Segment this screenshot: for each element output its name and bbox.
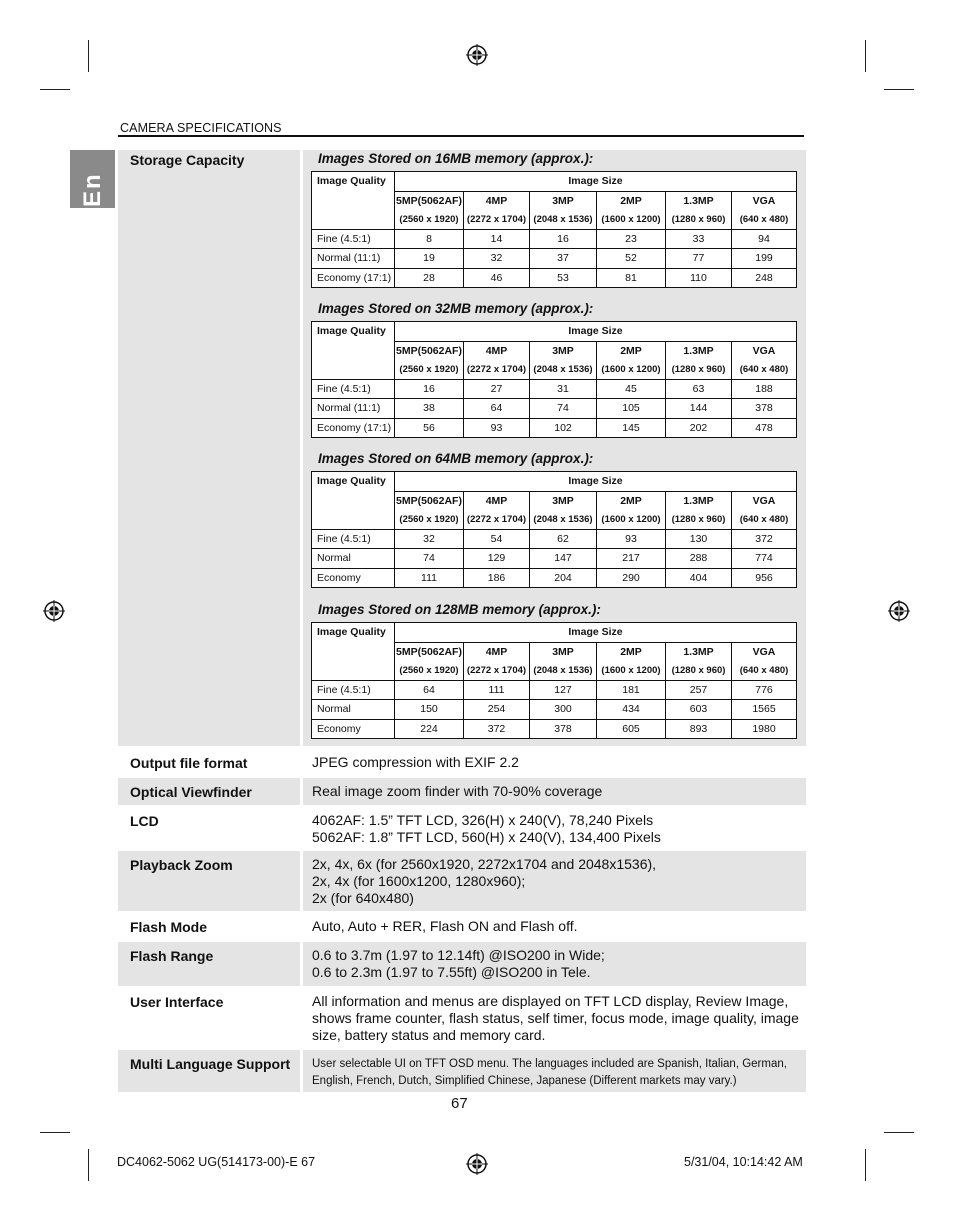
size-mp-header: 1.3MP — [666, 191, 732, 210]
size-resolution-header: (1600 x 1200) — [597, 360, 666, 379]
count-cell: 94 — [732, 229, 797, 249]
quality-cell: Normal (11:1) — [312, 249, 395, 269]
count-cell: 199 — [732, 249, 797, 269]
footer-left: DC4062-5062 UG(514173-00)-E 67 — [117, 1155, 316, 1169]
size-mp-header: 2MP — [597, 491, 666, 510]
count-cell: 127 — [530, 680, 597, 700]
header-image-size: Image Size — [395, 172, 797, 192]
size-resolution-header: (640 x 480) — [732, 360, 797, 379]
count-cell: 64 — [395, 680, 464, 700]
spec-label-cell — [118, 942, 300, 986]
size-resolution-header: (640 x 480) — [732, 510, 797, 529]
count-cell: 130 — [666, 529, 732, 549]
size-mp-header: 5MP(5062AF) — [395, 642, 464, 661]
spec-value-cell — [303, 942, 806, 986]
count-cell: 254 — [464, 700, 530, 720]
count-cell: 145 — [597, 418, 666, 438]
size-resolution-header: (1280 x 960) — [666, 210, 732, 229]
spec-value-cell — [303, 1050, 806, 1092]
count-cell: 14 — [464, 229, 530, 249]
header-image-quality: Image Quality — [312, 172, 395, 230]
table-row — [312, 680, 797, 700]
spec-value: All information and menus are displayed on TFT LCD display, Review Image, shows frame counter, flash status, self timer, focus mode, image quality, image size, battery status and memory card. — [312, 993, 799, 1043]
table-row — [312, 379, 797, 399]
count-cell: 16 — [395, 379, 464, 399]
spec-label: LCD — [130, 813, 159, 829]
language-tab — [70, 150, 115, 208]
crop-mark — [88, 40, 89, 72]
size-mp-header: 4MP — [464, 191, 530, 210]
count-cell: 774 — [732, 549, 797, 569]
size-mp-header: VGA — [732, 491, 797, 510]
count-cell: 150 — [395, 700, 464, 720]
spec-value: Real image zoom finder with 70-90% coverage — [312, 783, 603, 799]
crop-mark — [865, 1149, 866, 1181]
spec-value-cell — [303, 778, 806, 805]
size-mp-header: 3MP — [530, 491, 597, 510]
size-resolution-header: (2272 x 1704) — [464, 210, 530, 229]
quality-cell: Economy (17:1) — [312, 418, 395, 438]
spec-label-cell — [118, 988, 300, 1048]
count-cell: 28 — [395, 268, 464, 288]
memory-table — [311, 471, 797, 588]
registration-mark-icon — [466, 1153, 488, 1175]
size-resolution-header: (1280 x 960) — [666, 510, 732, 529]
count-cell: 62 — [530, 529, 597, 549]
size-resolution-header: (1600 x 1200) — [597, 210, 666, 229]
count-cell: 56 — [395, 418, 464, 438]
size-mp-header: 2MP — [597, 191, 666, 210]
count-cell: 111 — [395, 568, 464, 588]
count-cell: 434 — [597, 700, 666, 720]
count-cell: 19 — [395, 249, 464, 269]
table-row — [312, 549, 797, 569]
count-cell: 32 — [395, 529, 464, 549]
count-cell: 372 — [732, 529, 797, 549]
spec-label: Flash Mode — [130, 919, 208, 935]
memory-table-title: Images Stored on 32MB memory (approx.): — [318, 301, 594, 316]
spec-value-cell — [303, 913, 806, 940]
size-mp-header: 3MP — [530, 642, 597, 661]
header-image-quality: Image Quality — [312, 623, 395, 681]
registration-mark-icon — [888, 600, 910, 622]
storage-label-cell — [118, 150, 300, 746]
size-resolution-header: (2560 x 1920) — [395, 510, 464, 529]
spec-value: 4062AF: 1.5” TFT LCD, 326(H) x 240(V), 78,240 Pixels 5062AF: 1.8” TFT LCD, 560(H) x 240(V), 134,400 Pixels — [312, 812, 661, 845]
quality-cell: Fine (4.5:1) — [312, 529, 395, 549]
count-cell: 1980 — [732, 719, 797, 739]
count-cell: 893 — [666, 719, 732, 739]
count-cell: 290 — [597, 568, 666, 588]
count-cell: 77 — [666, 249, 732, 269]
size-mp-header: 4MP — [464, 491, 530, 510]
count-cell: 181 — [597, 680, 666, 700]
count-cell: 257 — [666, 680, 732, 700]
size-resolution-header: (640 x 480) — [732, 661, 797, 680]
spec-label-cell — [118, 807, 300, 849]
quality-cell: Economy — [312, 568, 395, 588]
count-cell: 378 — [530, 719, 597, 739]
crop-mark — [865, 40, 866, 72]
count-cell: 74 — [395, 549, 464, 569]
table-row — [312, 568, 797, 588]
quality-cell: Economy (17:1) — [312, 268, 395, 288]
quality-cell: Economy — [312, 719, 395, 739]
count-cell: 64 — [464, 399, 530, 419]
count-cell: 1565 — [732, 700, 797, 720]
count-cell: 45 — [597, 379, 666, 399]
count-cell: 186 — [464, 568, 530, 588]
spec-value-cell — [303, 851, 806, 911]
quality-cell: Normal — [312, 700, 395, 720]
count-cell: 81 — [597, 268, 666, 288]
header-image-size: Image Size — [395, 623, 797, 643]
header-image-size: Image Size — [395, 322, 797, 342]
count-cell: 63 — [666, 379, 732, 399]
count-cell: 93 — [597, 529, 666, 549]
count-cell: 188 — [732, 379, 797, 399]
count-cell: 603 — [666, 700, 732, 720]
size-resolution-header: (2048 x 1536) — [530, 210, 597, 229]
quality-cell: Normal — [312, 549, 395, 569]
count-cell: 52 — [597, 249, 666, 269]
count-cell: 378 — [732, 399, 797, 419]
spec-label: Multi Language Support — [130, 1056, 291, 1072]
count-cell: 53 — [530, 268, 597, 288]
section-title: CAMERA SPECIFICATIONS — [120, 121, 282, 135]
memory-table-title: Images Stored on 64MB memory (approx.): — [318, 451, 594, 466]
spec-value: Auto, Auto + RER, Flash ON and Flash off. — [312, 918, 578, 934]
table-row — [312, 418, 797, 438]
memory-table — [311, 622, 797, 739]
size-mp-header: 5MP(5062AF) — [395, 491, 464, 510]
size-resolution-header: (1600 x 1200) — [597, 510, 666, 529]
memory-table-title: Images Stored on 16MB memory (approx.): — [318, 151, 594, 166]
count-cell: 74 — [530, 399, 597, 419]
footer-right: 5/31/04, 10:14:42 AM — [684, 1155, 803, 1169]
size-resolution-header: (2048 x 1536) — [530, 661, 597, 680]
size-mp-header: VGA — [732, 341, 797, 360]
size-resolution-header: (2560 x 1920) — [395, 210, 464, 229]
count-cell: 46 — [464, 268, 530, 288]
table-row — [312, 399, 797, 419]
size-mp-header: 5MP(5062AF) — [395, 341, 464, 360]
size-mp-header: 4MP — [464, 642, 530, 661]
count-cell: 93 — [464, 418, 530, 438]
size-resolution-header: (2272 x 1704) — [464, 661, 530, 680]
size-mp-header: 2MP — [597, 642, 666, 661]
spec-label: Output file format — [130, 755, 248, 771]
count-cell: 478 — [732, 418, 797, 438]
quality-cell: Fine (4.5:1) — [312, 229, 395, 249]
memory-table-title: Images Stored on 128MB memory (approx.): — [318, 602, 601, 617]
crop-mark — [884, 89, 914, 90]
size-resolution-header: (1280 x 960) — [666, 661, 732, 680]
header-image-quality: Image Quality — [312, 472, 395, 530]
size-mp-header: 5MP(5062AF) — [395, 191, 464, 210]
spec-value: JPEG compression with EXIF 2.2 — [312, 754, 519, 770]
spec-label: Optical Viewfinder — [130, 784, 252, 800]
count-cell: 129 — [464, 549, 530, 569]
table-row — [312, 719, 797, 739]
size-resolution-header: (2272 x 1704) — [464, 360, 530, 379]
count-cell: 404 — [666, 568, 732, 588]
count-cell: 144 — [666, 399, 732, 419]
spec-label-cell — [118, 778, 300, 805]
count-cell: 372 — [464, 719, 530, 739]
quality-cell: Fine (4.5:1) — [312, 680, 395, 700]
count-cell: 288 — [666, 549, 732, 569]
spec-label: Flash Range — [130, 948, 214, 964]
count-cell: 105 — [597, 399, 666, 419]
registration-mark-icon — [466, 44, 488, 66]
registration-mark-icon — [43, 600, 65, 622]
count-cell: 33 — [666, 229, 732, 249]
count-cell: 204 — [530, 568, 597, 588]
count-cell: 16 — [530, 229, 597, 249]
memory-table — [311, 171, 797, 288]
size-mp-header: 1.3MP — [666, 491, 732, 510]
count-cell: 31 — [530, 379, 597, 399]
spec-value-cell — [303, 749, 806, 776]
spec-value: 2x, 4x, 6x (for 2560x1920, 2272x1704 and 2048x1536), 2x, 4x (for 1600x1200, 1280x960); 2x (for 640x480) — [312, 856, 657, 906]
count-cell: 54 — [464, 529, 530, 549]
header-image-quality: Image Quality — [312, 322, 395, 380]
size-resolution-header: (1280 x 960) — [666, 360, 732, 379]
header-image-size: Image Size — [395, 472, 797, 492]
crop-mark — [88, 1149, 89, 1181]
spec-label-cell — [118, 851, 300, 911]
spec-value: 0.6 to 3.7m (1.97 to 12.14ft) @ISO200 in Wide; 0.6 to 2.3m (1.97 to 7.55ft) @ISO200 in Tele. — [312, 947, 605, 980]
spec-value-cell — [303, 807, 806, 849]
table-row — [312, 229, 797, 249]
spec-value: User selectable UI on TFT OSD menu. The languages included are Spanish, Italian, German, English, French, Dutch, Simplified Chinese, Japanese (Different markets may vary.) — [312, 1058, 787, 1087]
spec-value-cell — [303, 988, 806, 1048]
count-cell: 956 — [732, 568, 797, 588]
count-cell: 605 — [597, 719, 666, 739]
title-rule — [118, 135, 804, 137]
spec-label: Playback Zoom — [130, 857, 233, 873]
table-row — [312, 249, 797, 269]
count-cell: 27 — [464, 379, 530, 399]
table-row — [312, 529, 797, 549]
crop-mark — [884, 1132, 914, 1133]
quality-cell: Normal (11:1) — [312, 399, 395, 419]
count-cell: 300 — [530, 700, 597, 720]
size-mp-header: VGA — [732, 642, 797, 661]
count-cell: 110 — [666, 268, 732, 288]
count-cell: 111 — [464, 680, 530, 700]
size-resolution-header: (640 x 480) — [732, 210, 797, 229]
size-resolution-header: (2272 x 1704) — [464, 510, 530, 529]
spec-label: User Interface — [130, 994, 224, 1010]
count-cell: 102 — [530, 418, 597, 438]
count-cell: 202 — [666, 418, 732, 438]
size-resolution-header: (2560 x 1920) — [395, 661, 464, 680]
memory-table — [311, 321, 797, 438]
count-cell: 217 — [597, 549, 666, 569]
page-number: 67 — [451, 1095, 468, 1112]
table-row — [312, 268, 797, 288]
size-mp-header: 3MP — [530, 341, 597, 360]
spec-label-cell — [118, 749, 300, 776]
size-resolution-header: (2048 x 1536) — [530, 510, 597, 529]
count-cell: 776 — [732, 680, 797, 700]
quality-cell: Fine (4.5:1) — [312, 379, 395, 399]
size-mp-header: VGA — [732, 191, 797, 210]
count-cell: 38 — [395, 399, 464, 419]
spec-label-cell — [118, 1050, 300, 1092]
size-resolution-header: (1600 x 1200) — [597, 661, 666, 680]
count-cell: 32 — [464, 249, 530, 269]
size-mp-header: 1.3MP — [666, 642, 732, 661]
size-resolution-header: (2048 x 1536) — [530, 360, 597, 379]
crop-mark — [40, 1132, 70, 1133]
size-mp-header: 1.3MP — [666, 341, 732, 360]
storage-label: Storage Capacity — [130, 152, 245, 168]
count-cell: 8 — [395, 229, 464, 249]
size-mp-header: 4MP — [464, 341, 530, 360]
size-mp-header: 3MP — [530, 191, 597, 210]
spec-label-cell — [118, 913, 300, 940]
count-cell: 147 — [530, 549, 597, 569]
count-cell: 224 — [395, 719, 464, 739]
count-cell: 37 — [530, 249, 597, 269]
size-mp-header: 2MP — [597, 341, 666, 360]
crop-mark — [40, 89, 70, 90]
count-cell: 248 — [732, 268, 797, 288]
size-resolution-header: (2560 x 1920) — [395, 360, 464, 379]
language-tab-label: En — [79, 172, 106, 207]
count-cell: 23 — [597, 229, 666, 249]
table-row — [312, 700, 797, 720]
